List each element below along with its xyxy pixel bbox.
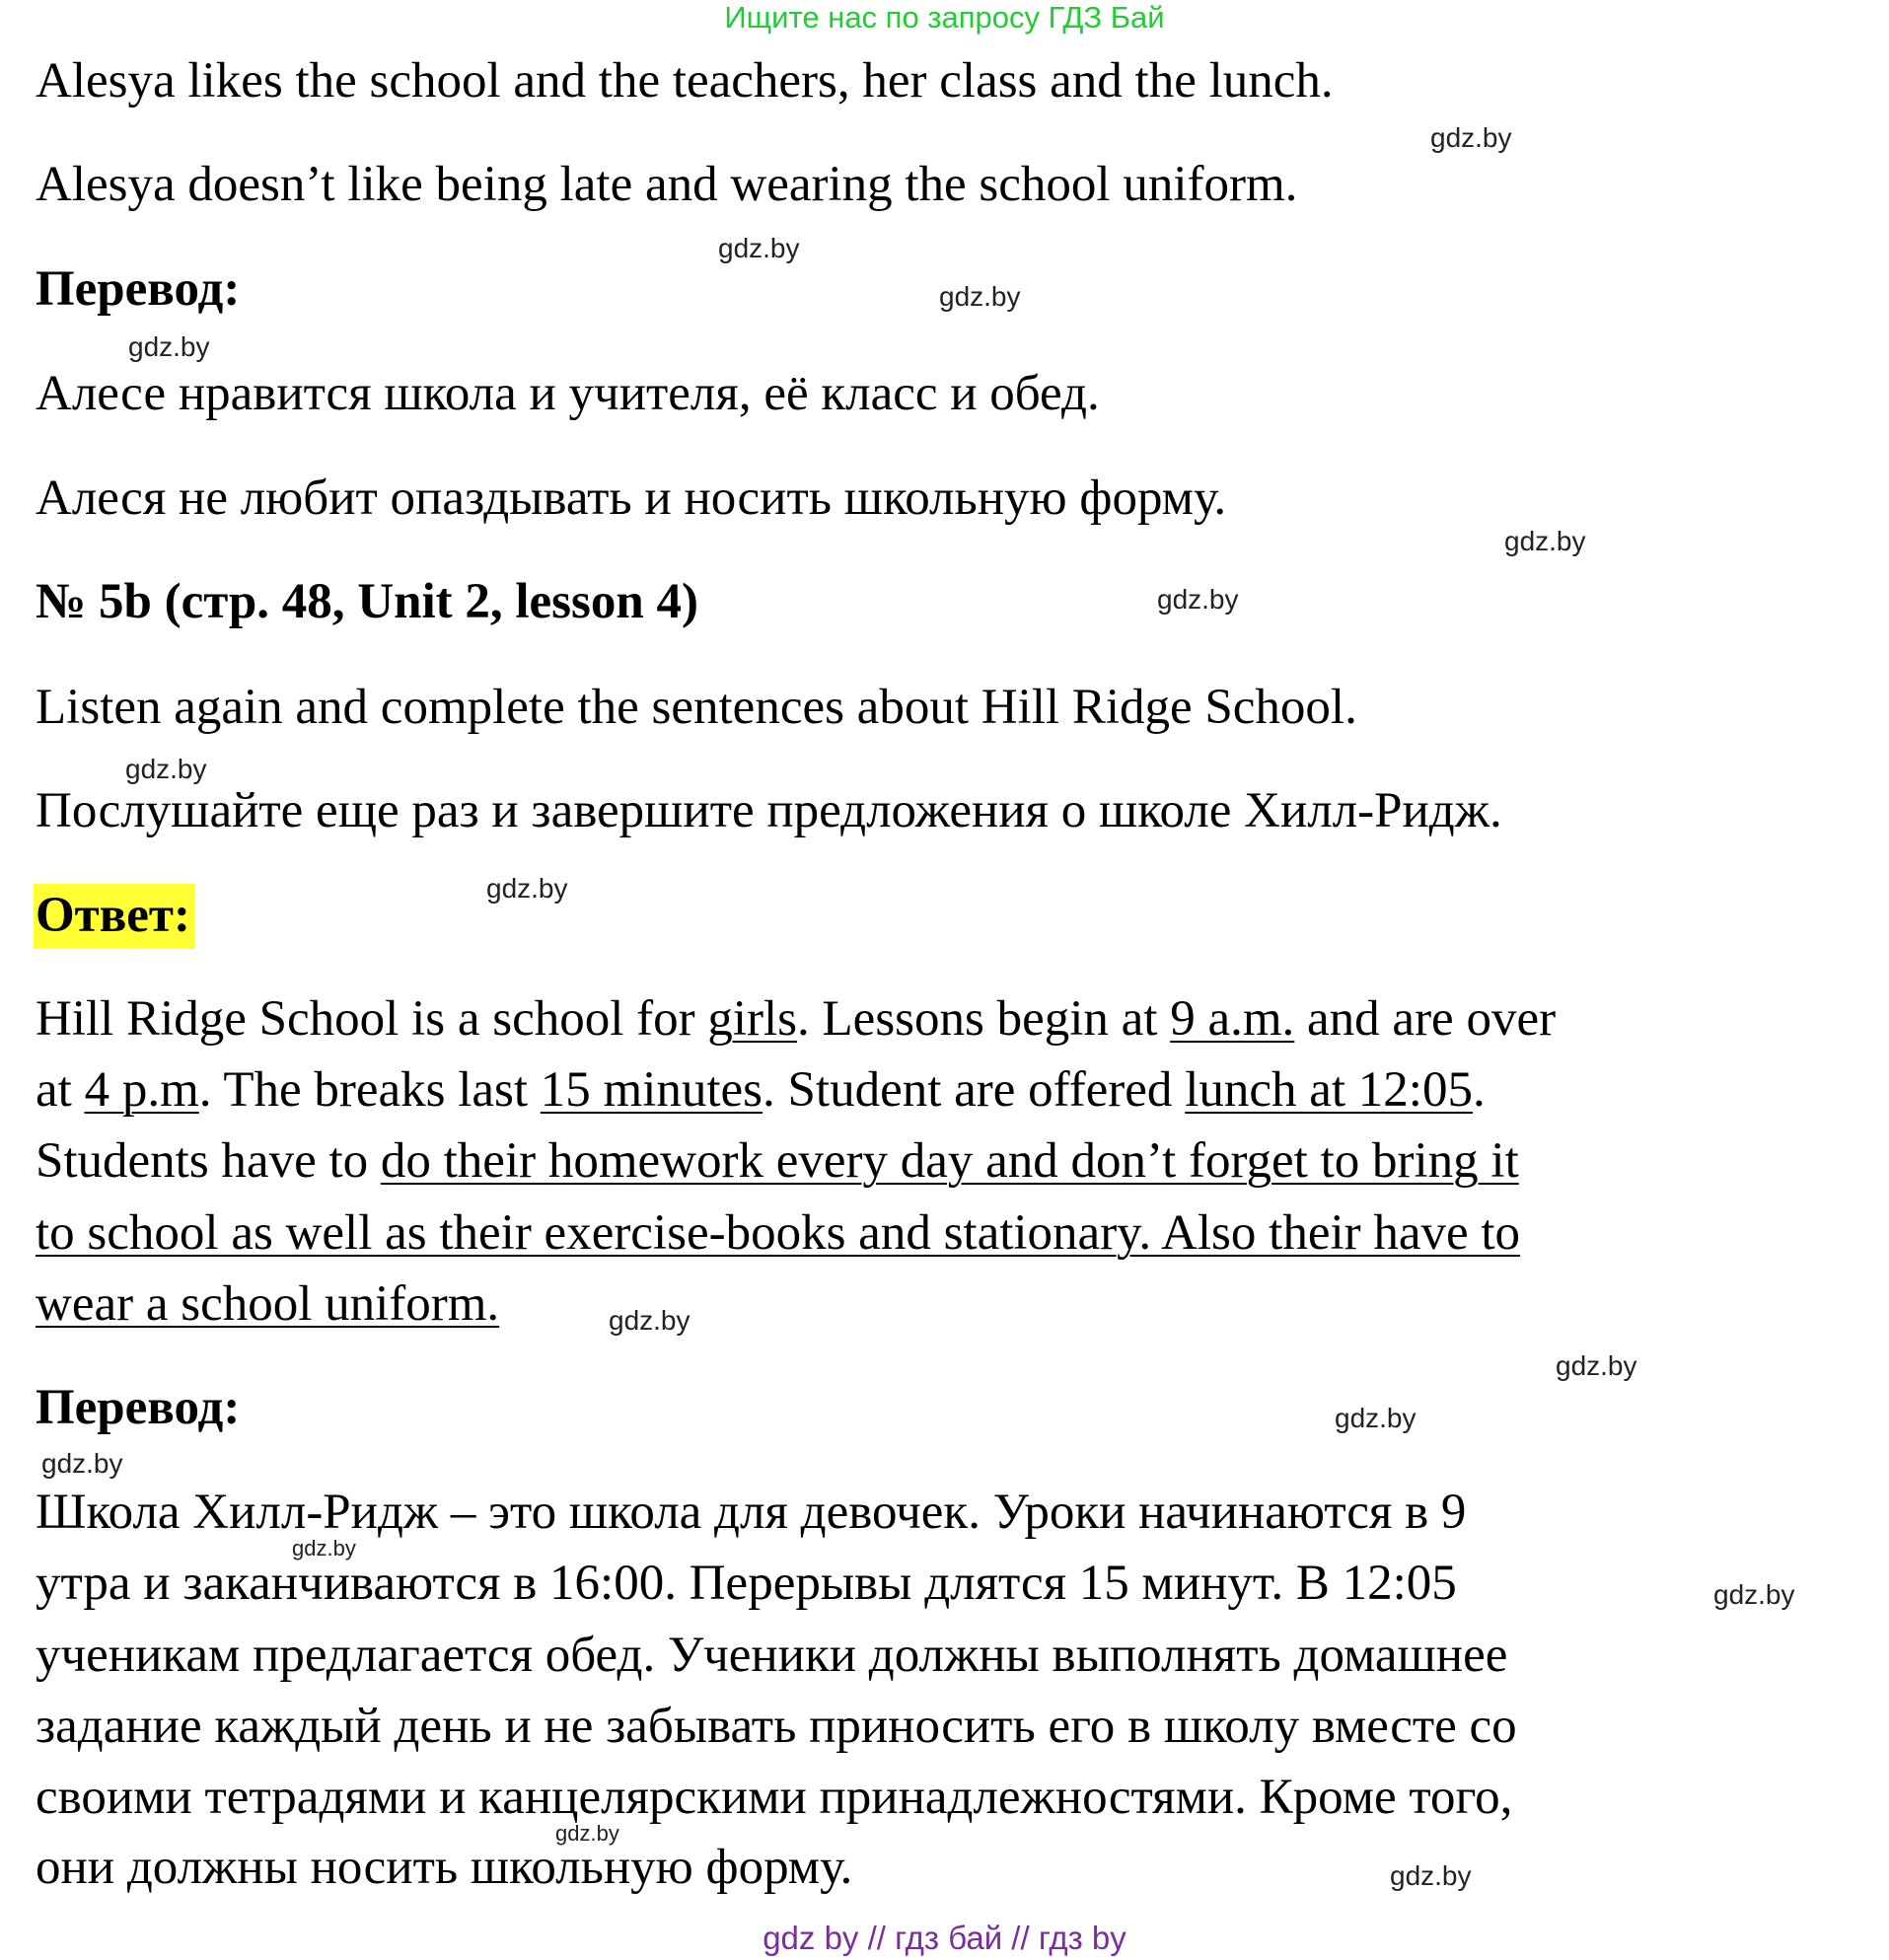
- watermark: gdz.by: [486, 873, 568, 904]
- exercise-heading: № 5b (стр. 48, Unit 2, lesson 4): [36, 574, 698, 629]
- russian-line-1: Алесе нравится школа и учителя, её класс и обед.: [36, 366, 1100, 421]
- translation-line-1: Школа Хилл-Ридж – это школа для девочек. Уроки начинаются в 9: [36, 1485, 1467, 1540]
- answer-blank: 15 minutes: [540, 1062, 763, 1118]
- answer-text: . Lessons begin at: [797, 991, 1171, 1047]
- answer-label: [36, 888, 194, 943]
- watermark: gdz.by: [125, 754, 207, 784]
- answer-text: . The breaks last: [198, 1062, 541, 1118]
- watermark: gdz.by: [718, 233, 800, 263]
- watermark: gdz.by: [128, 331, 210, 362]
- russian-line-2: Алеся не любит опаздывать и носить школьную форму.: [36, 471, 1227, 526]
- watermark: gdz.by: [1504, 526, 1586, 556]
- answer-blank: girls: [707, 991, 798, 1047]
- watermark: gdz.by: [609, 1305, 690, 1336]
- search-hint: Ищите нас по запросу ГДЗ Бай: [724, 0, 1165, 35]
- watermark: gdz.by: [1335, 1403, 1417, 1433]
- translation-heading-1: Перевод:: [36, 261, 241, 317]
- watermark: gdz.by: [555, 1821, 619, 1846]
- translation-line-6: они должны носить школьную форму.: [36, 1840, 853, 1895]
- answer-text: Hill Ridge School is a school for: [36, 991, 708, 1047]
- answer-text: and are over: [1294, 991, 1557, 1047]
- translation-line-3: ученикам предлагается обед. Ученики должны выполнять домашнее: [36, 1628, 1508, 1683]
- answer-blank: lunch at 12:05: [1185, 1062, 1473, 1118]
- answer-line-5: [36, 1276, 500, 1332]
- watermark: gdz.by: [1430, 122, 1512, 153]
- footer-links: gdz by // гдз бай // гдз by: [763, 1920, 1126, 1956]
- answer-text: . Student are offered: [763, 1062, 1186, 1118]
- answer-blank: to school as well as their exercise-books and stationary. Also their have to: [36, 1205, 1521, 1261]
- task-russian: Послушайте еще раз и завершите предложения о школе Хилл-Ридж.: [36, 783, 1502, 838]
- answer-blank: 4 p.m: [84, 1062, 199, 1118]
- answer-text: Students have to: [36, 1133, 381, 1189]
- answer-blank: 9 a.m.: [1170, 991, 1295, 1047]
- watermark: gdz.by: [939, 281, 1021, 312]
- watermark: gdz.by: [292, 1536, 356, 1561]
- answer-line-2: [36, 1062, 1486, 1118]
- watermark: gdz.by: [1713, 1579, 1795, 1610]
- answer-line-3: [36, 1133, 1519, 1189]
- answer-line-4: [36, 1205, 1521, 1261]
- answer-blank: do their homework every day and don’t forget to bring it: [380, 1133, 1519, 1189]
- watermark: gdz.by: [41, 1448, 123, 1479]
- english-line-2: Alesya doesn’t like being late and wearing the school uniform.: [36, 157, 1298, 212]
- translation-line-4: задание каждый день и не забывать приносить его в школу вместе со: [36, 1699, 1517, 1754]
- task-english: Listen again and complete the sentences about Hill Ridge School.: [36, 680, 1357, 735]
- translation-heading-2: Перевод:: [36, 1380, 241, 1435]
- answer-line-1: [36, 991, 1557, 1047]
- watermark: gdz.by: [1390, 1860, 1472, 1891]
- answer-blank: wear a school uniform.: [36, 1276, 500, 1332]
- english-line-1: Alesya likes the school and the teachers, her class and the lunch.: [36, 53, 1334, 109]
- watermark: gdz.by: [1556, 1350, 1637, 1381]
- translation-line-2: утра и заканчиваются в 16:00. Перерывы длятся 15 минут. В 12:05: [36, 1556, 1457, 1611]
- watermark: gdz.by: [1157, 584, 1239, 615]
- answer-text: .: [1472, 1062, 1486, 1118]
- answer-text: at: [36, 1062, 85, 1118]
- translation-line-5: своими тетрадями и канцелярскими принадлежностями. Кроме того,: [36, 1770, 1513, 1825]
- answer-highlight: Ответ:: [34, 884, 194, 949]
